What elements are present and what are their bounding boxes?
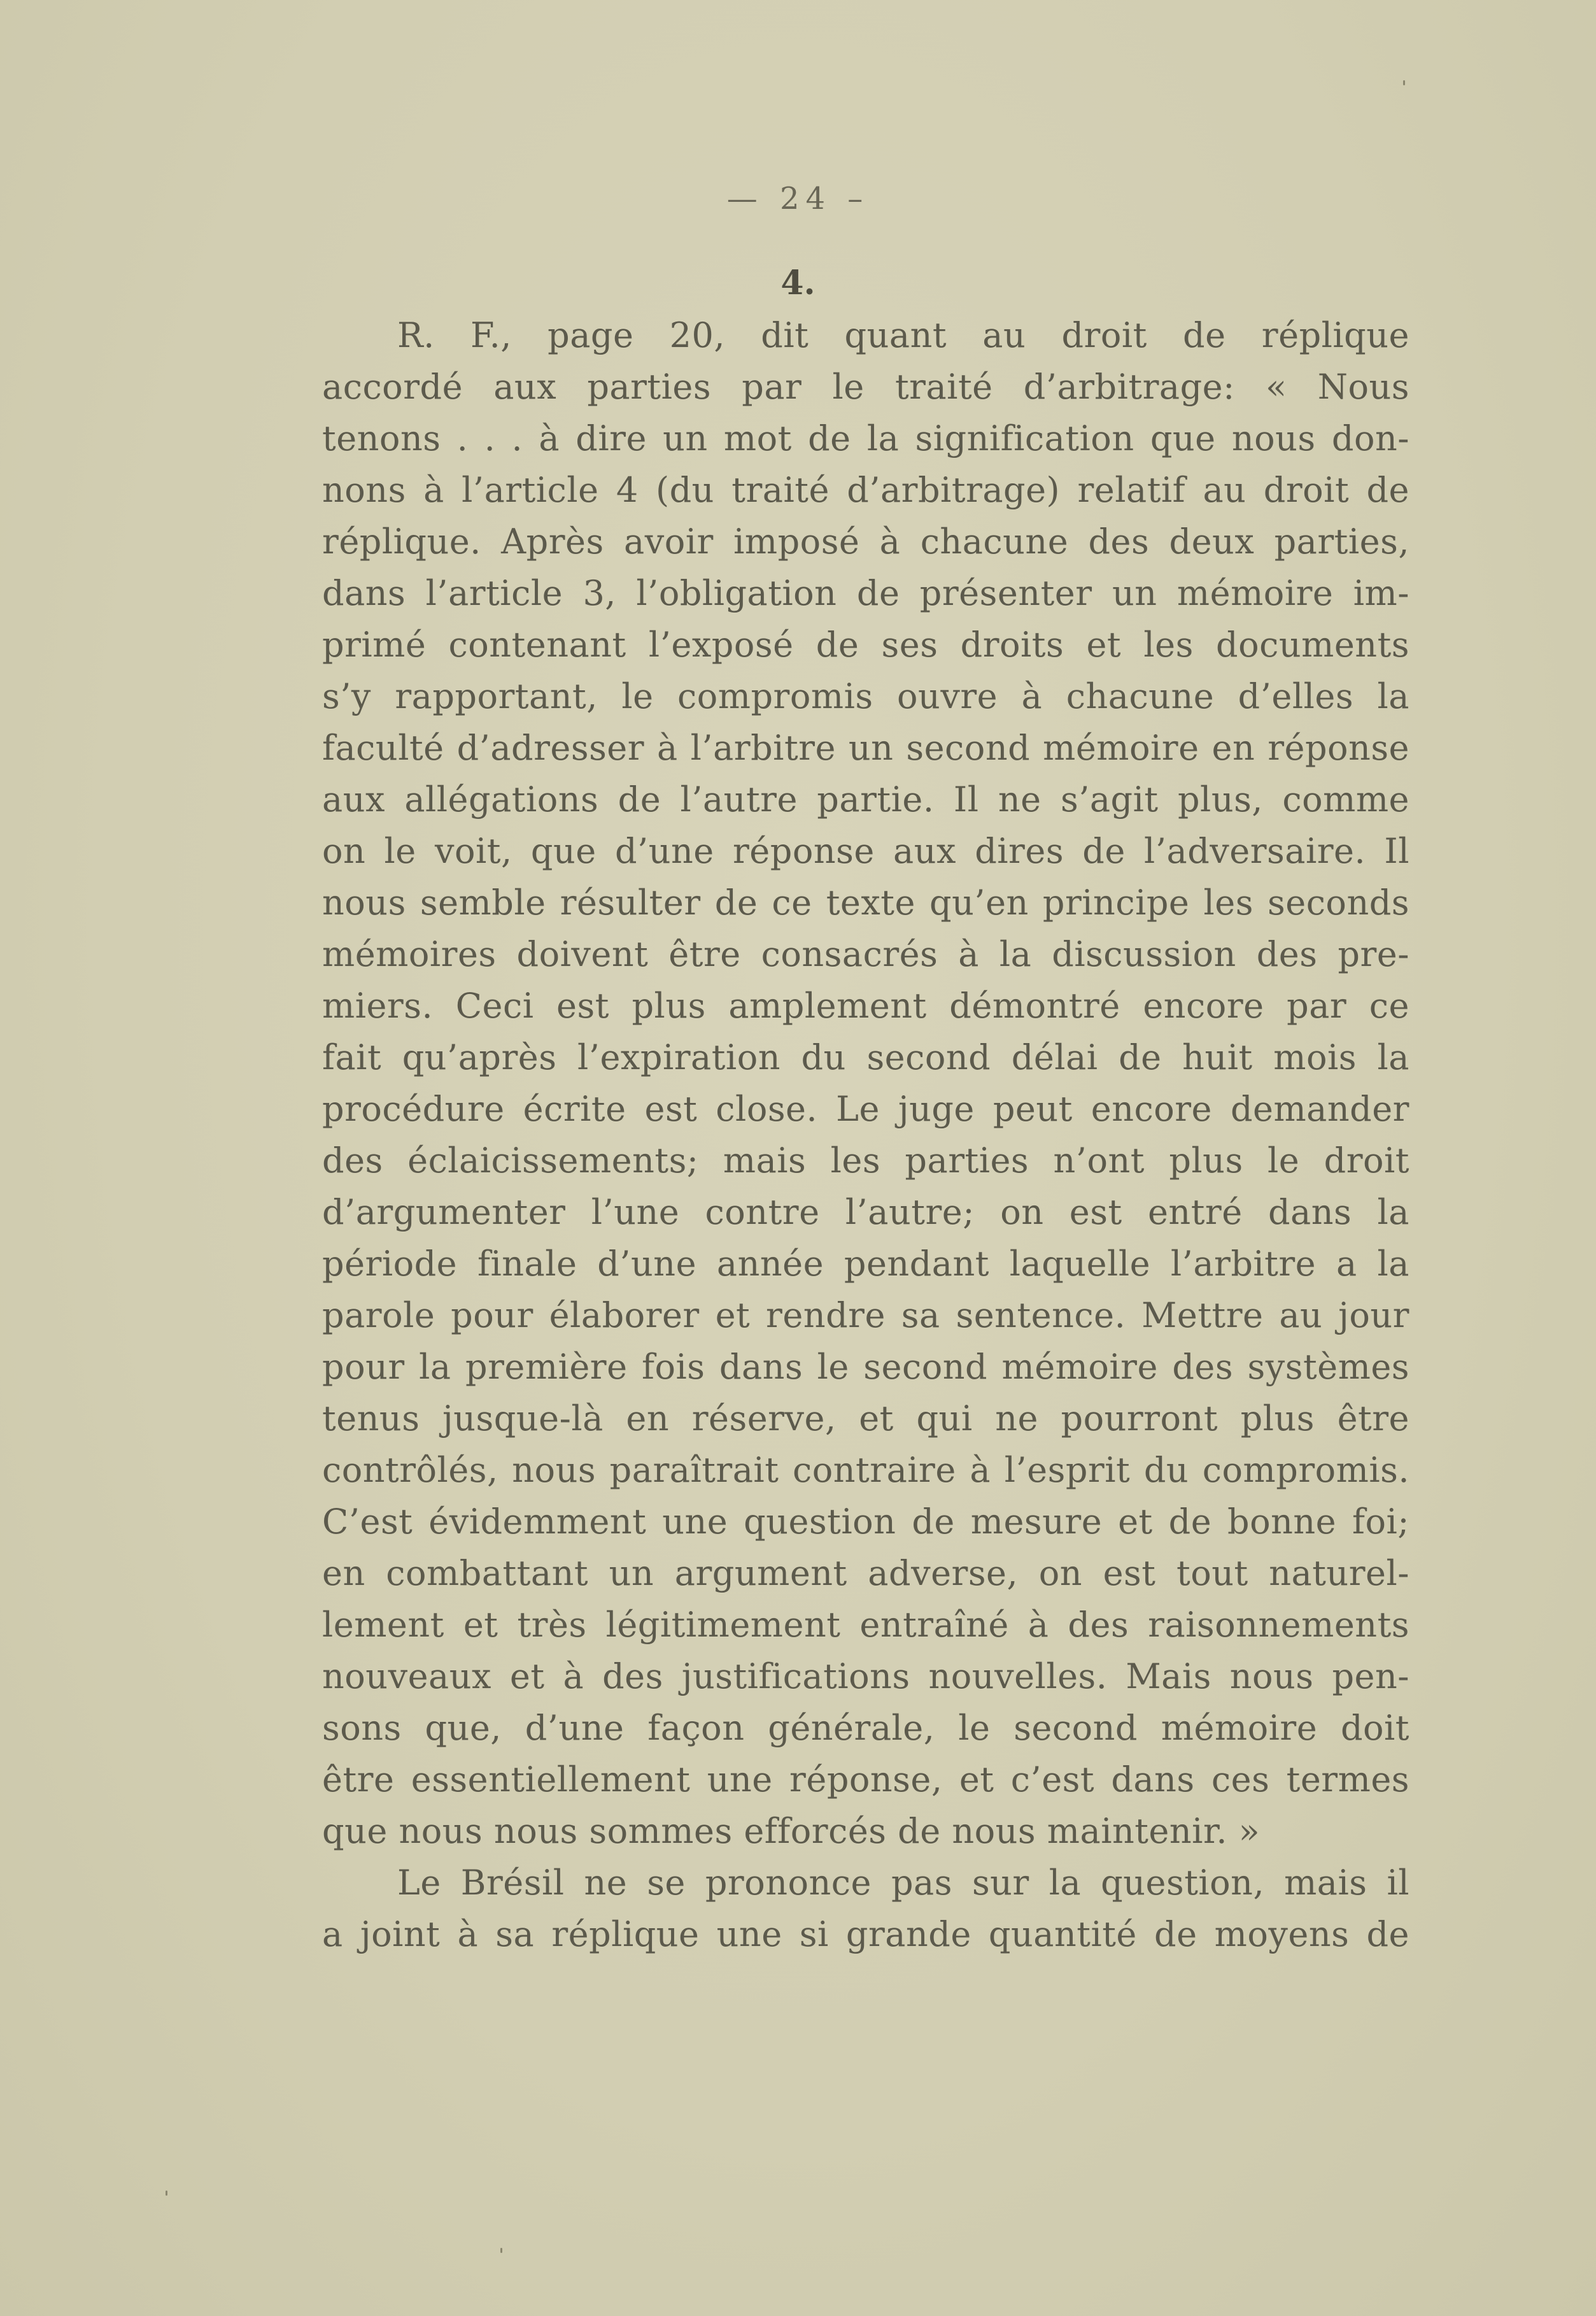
- text-line: réplique. Après avoir imposé à chacune des deux parties,: [322, 522, 1409, 562]
- text-line: d’argumenter l’une contre l’autre; on est entré dans la: [322, 1192, 1409, 1232]
- section-heading: 4.: [780, 264, 816, 302]
- text-line: aux allégations de l’autre partie. Il ne s’agit plus, comme: [322, 779, 1409, 820]
- text-line: fait qu’après l’expiration du second délai de huit mois la: [322, 1037, 1409, 1077]
- paper-speck: [166, 2191, 167, 2196]
- text-line: Le Brésil ne se prononce pas sur la question, mais il: [397, 1863, 1409, 1903]
- page-number: — 24 –: [726, 181, 870, 217]
- text-line: mémoires doivent être consacrés à la discussion des pre-: [322, 934, 1409, 974]
- text-line: parole pour élaborer et rendre sa sentence. Mettre au jour: [322, 1295, 1409, 1335]
- text-line: contrôlés, nous paraîtrait contraire à l’esprit du compromis.: [322, 1450, 1409, 1490]
- text-line: dans l’article 3, l’obligation de présenter un mémoire im-: [322, 573, 1409, 613]
- text-line: on le voit, que d’une réponse aux dires de l’adversaire. Il: [322, 831, 1409, 871]
- text-line: primé contenant l’exposé de ses droits et les documents: [322, 625, 1409, 665]
- text-line: des éclaicissements; mais les parties n’ont plus le droit: [322, 1140, 1409, 1181]
- text-line: accordé aux parties par le traité d’arbitrage: « Nous: [322, 367, 1409, 407]
- text-line: tenus jusque-là en réserve, et qui ne pourront plus être: [322, 1398, 1409, 1439]
- text-line: faculté d’adresser à l’arbitre un second mémoire en réponse: [322, 728, 1409, 768]
- text-line: a joint à sa réplique une si grande quantité de moyens de: [322, 1914, 1409, 1954]
- text-line: tenons . . . à dire un mot de la signification que nous don-: [322, 418, 1409, 458]
- paper-speck: [1403, 80, 1405, 85]
- text-line: s’y rapportant, le compromis ouvre à chacune d’elles la: [322, 676, 1409, 716]
- text-line: nous semble résulter de ce texte qu’en principe les seconds: [322, 883, 1409, 923]
- text-line: nouveaux et à des justifications nouvelles. Mais nous pen-: [322, 1656, 1409, 1696]
- body-text: [322, 309, 1409, 1960]
- text-line: période finale d’une année pendant laquelle l’arbitre a la: [322, 1244, 1409, 1284]
- text-line: sons que, d’une façon générale, le second mémoire doit: [322, 1708, 1409, 1748]
- text-line: C’est évidemment une question de mesure et de bonne foi;: [322, 1502, 1409, 1542]
- paper-speck: [500, 2248, 502, 2253]
- text-line: nons à l’article 4 (du traité d’arbitrage) relatif au droit de: [322, 470, 1409, 510]
- text-line: procédure écrite est close. Le juge peut encore demander: [322, 1089, 1409, 1129]
- text-line: que nous nous sommes efforcés de nous maintenir. »: [322, 1811, 1261, 1851]
- text-line: être essentiellement une réponse, et c’est dans ces termes: [322, 1759, 1409, 1800]
- text-line: en combattant un argument adverse, on est tout naturel-: [322, 1553, 1409, 1593]
- text-line: R. F., page 20, dit quant au droit de réplique: [397, 315, 1409, 355]
- text-line: miers. Ceci est plus amplement démontré encore par ce: [322, 986, 1409, 1026]
- text-line: lement et très légitimement entraîné à des raisonnements: [322, 1605, 1409, 1645]
- text-line: pour la première fois dans le second mémoire des systèmes: [322, 1347, 1409, 1387]
